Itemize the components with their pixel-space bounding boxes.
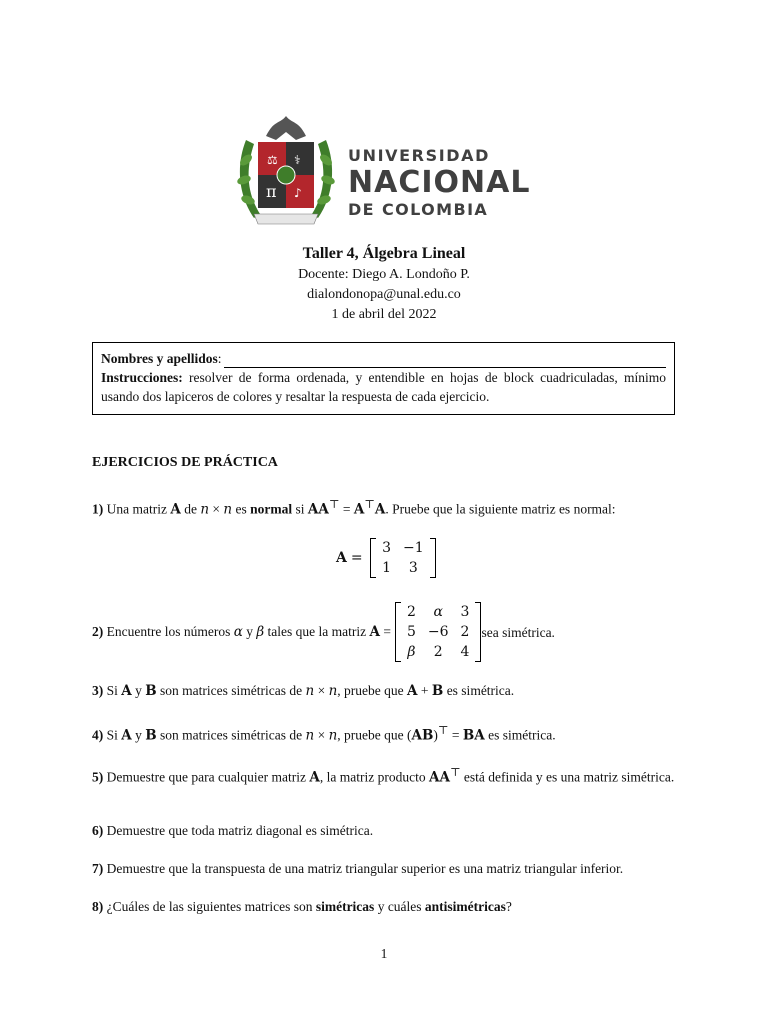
student-info-box: [92, 342, 675, 415]
exercise-3: 3) Si A y B son matrices simétricas de n × n, pruebe que A + B es simétrica.: [92, 683, 515, 699]
section-title: EJERCICIOS DE PRÁCTICA: [92, 455, 278, 470]
university-name-line2: NACIONAL: [348, 165, 531, 200]
svg-text:⚕: ⚕: [294, 153, 301, 167]
exercise-number: 1): [92, 501, 104, 517]
exercise-4: 4) Si A y B son matrices simétricas de n × n, pruebe que (AB)⊤ = BA es simétrica.: [92, 725, 556, 744]
matrix-2x2: 3 −1 1 3: [370, 538, 436, 578]
exercise-5: 5) Demuestre que para cualquier matriz A, la matriz producto AA⊤ está definida y es una matriz simétrica.: [92, 767, 675, 786]
svg-text:⚖: ⚖: [267, 153, 278, 167]
document-title: Taller 4, Álgebra Lineal: [302, 245, 466, 262]
exercise-6: 6) Demuestre que toda matriz diagonal es simétrica.: [92, 823, 374, 838]
instructions-text: resolver de forma ordenada, y entendible en hojas de block cuadriculadas, mínimo usando dos lapiceros de colores y resaltar la respuesta de cada ejercicio.: [101, 370, 666, 404]
document-header: [0, 243, 768, 325]
exercise-1-matrix: A = 3 −1 1 3: [336, 538, 436, 578]
date-line: 1 de abril del 2022: [331, 307, 437, 322]
instructions-label: Instrucciones:: [101, 370, 183, 385]
university-seal-icon: [236, 110, 336, 236]
names-line: [101, 349, 666, 368]
exercise-2: 2) Encuentre los números α y β tales que la matriz A = 2 α 3 5 −6 2 β 2 4 sea simétrica.: [92, 602, 676, 662]
svg-text:♪: ♪: [294, 186, 302, 200]
university-name-line3: DE COLOMBIA: [348, 200, 489, 219]
page-number: 1: [380, 946, 388, 961]
exercise-7: 7) Demuestre que la transpuesta de una matriz triangular superior es una matriz triangular inferior.: [92, 861, 624, 876]
svg-text:π: π: [266, 182, 277, 201]
matrix-3x3: 2 α 3 5 −6 2 β 2 4: [395, 602, 481, 662]
teacher-line: Docente: Diego A. Londoño P.: [298, 267, 470, 282]
university-name-line1: UNIVERSIDAD: [348, 146, 490, 165]
names-label: Nombres y apellidos: [101, 351, 218, 366]
email-line: dialondonopa@unal.edu.co: [307, 287, 461, 302]
names-colon: :: [217, 351, 222, 366]
exercise-1: 1) Una matriz A de n × n es normal si AA⊤ = A⊤A. Pruebe que la siguiente matriz es normal:: [92, 499, 616, 518]
exercise-8: 8) ¿Cuáles de las siguientes matrices son simétricas y cuáles antisimétricas?: [92, 899, 512, 914]
university-logo: [236, 110, 536, 236]
names-blank-field: [224, 353, 666, 368]
instructions: [101, 368, 666, 406]
